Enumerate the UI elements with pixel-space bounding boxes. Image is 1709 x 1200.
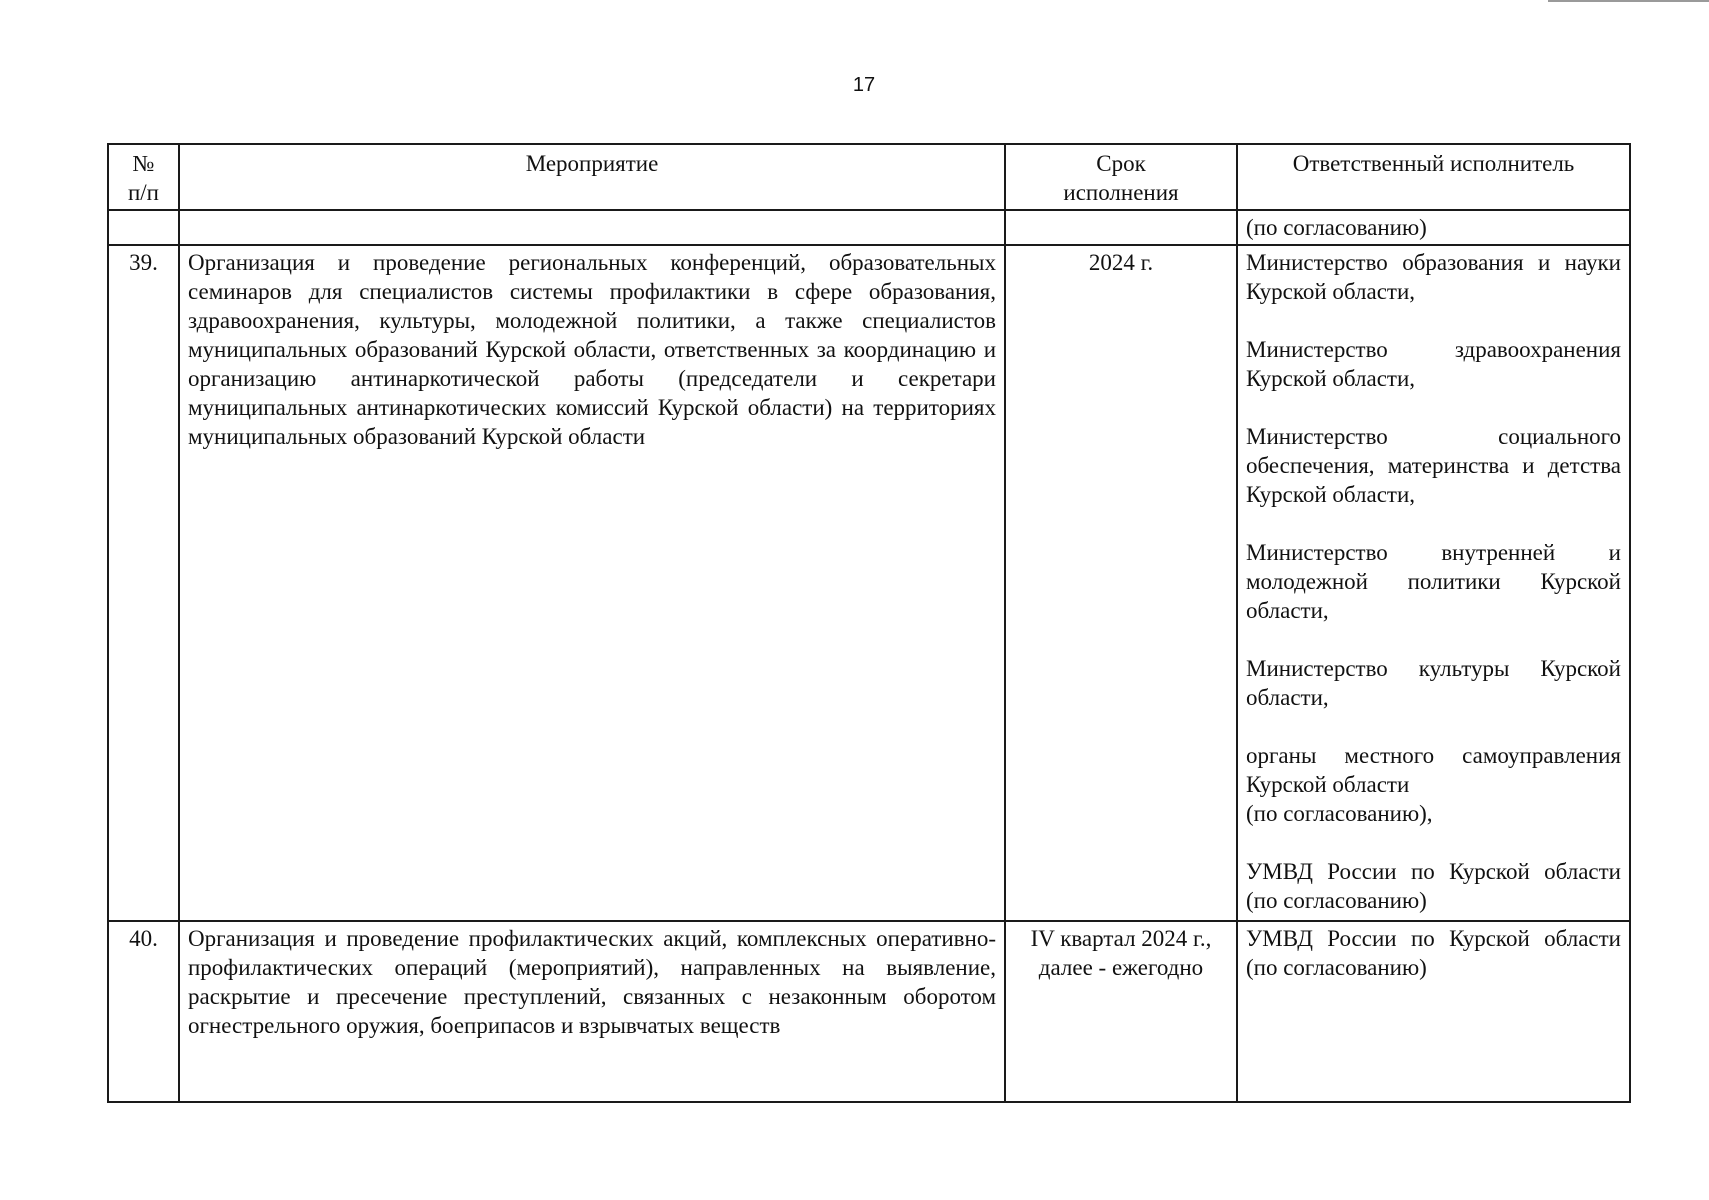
page-number: 17 [852, 74, 876, 96]
row-term [1005, 921, 1237, 1102]
table-row [108, 921, 1630, 1102]
table-row [108, 245, 1630, 921]
row-responsible [1237, 245, 1630, 921]
table-row-continuation [108, 210, 1630, 245]
table-header-row [108, 144, 1630, 210]
responsible-entry: Министерство социального обеспечения, материнства и детства Курской области, [1246, 424, 1621, 507]
cont-responsible-cell: (по согласованию) [1237, 210, 1630, 245]
row-term-line2: далее - ежегодно [1038, 955, 1204, 980]
cont-term-cell [1005, 210, 1237, 245]
row-responsible: УМВД России по Курской области (по согласованию) [1237, 921, 1630, 1102]
responsible-entry: УМВД России по Курской области (по согласованию) [1246, 859, 1621, 913]
scan-edge-mark [1548, 0, 1709, 2]
header-term-line1: Срок [1096, 151, 1146, 176]
header-number [108, 144, 179, 210]
row-number: 40. [108, 921, 179, 1102]
responsible-entry: Министерство культуры Курской области, [1246, 656, 1621, 710]
header-term [1005, 144, 1237, 210]
row-term-line1: IV квартал 2024 г., [1030, 926, 1212, 951]
cont-number-cell [108, 210, 179, 245]
responsible-entry: органы местного самоуправления Курской области [1246, 743, 1621, 797]
responsible-entry: Министерство образования и науки Курской области, [1246, 250, 1621, 304]
header-number-line2: п/п [127, 180, 159, 205]
header-term-line2: исполнения [1063, 180, 1179, 205]
row-event: Организация и проведение профилактических акций, комплексных оперативно-профилактических операций (мероприятий), направленных на выявление, раскрытие и пресечение преступлений, связанных с незаконным оборотом огнестрельного оружия, боеприпасов и взрывчатых веществ [179, 921, 1005, 1102]
header-number-line1: № [132, 151, 155, 176]
measures-table [107, 143, 1631, 1103]
row-term: 2024 г. [1005, 245, 1237, 921]
row-number: 39. [108, 245, 179, 921]
responsible-entry: Министерство здравоохранения Курской области, [1246, 337, 1621, 391]
header-event: Мероприятие [179, 144, 1005, 210]
responsible-entry: Министерство внутренней и молодежной политики Курской области, [1246, 540, 1621, 623]
header-responsible: Ответственный исполнитель [1237, 144, 1630, 210]
cont-event-cell [179, 210, 1005, 245]
responsible-entry: (по согласованию), [1246, 801, 1433, 826]
row-event: Организация и проведение региональных конференций, образовательных семинаров для специалистов системы профилактики в сфере образования, здравоохранения, культуры, молодежной политики, а также специалистов муниципальных образований Курской области, ответственных за координацию и организацию антинаркотической работы (председатели и секретари муниципальных антинаркотических комиссий Курской области) на территориях муниципальных образований Курской области [179, 245, 1005, 921]
